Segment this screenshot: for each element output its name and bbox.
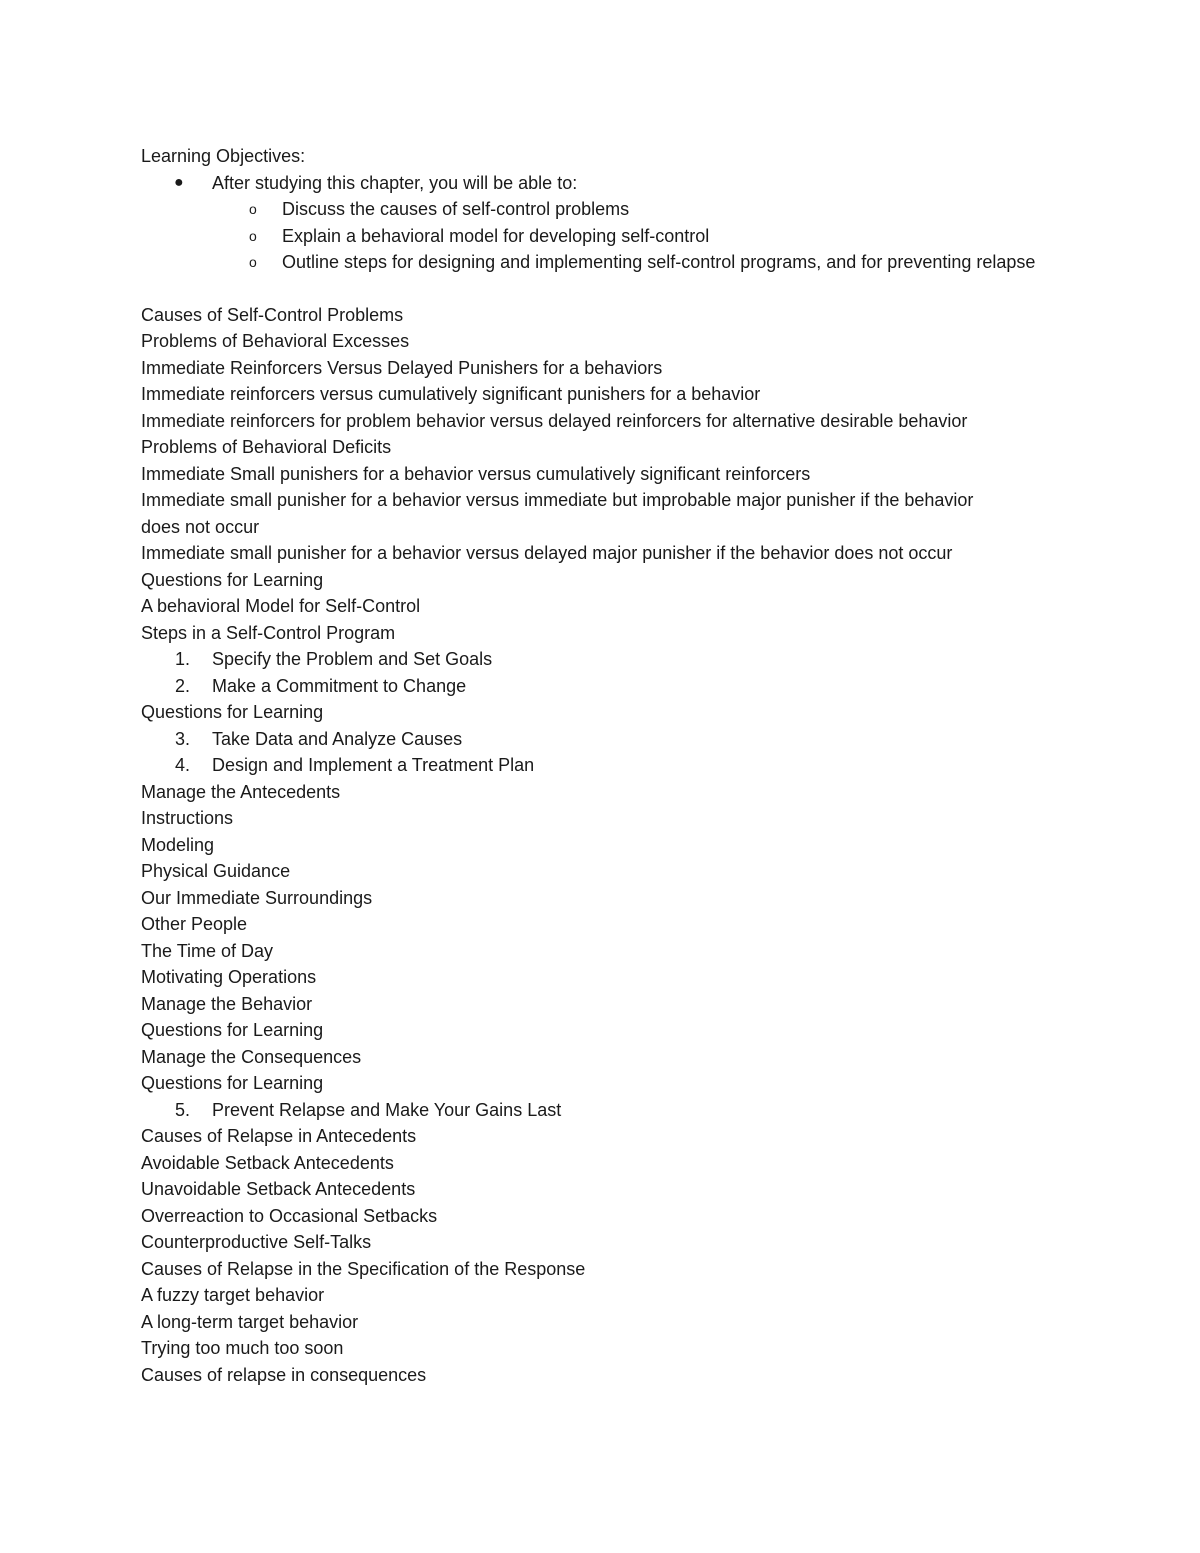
steps-list-a xyxy=(141,646,1101,699)
outline-line: Manage the Behavior xyxy=(141,993,313,1014)
outline-line: Questions for Learning xyxy=(141,1073,324,1093)
step-label: Design and Implement a Treatment Plan xyxy=(212,755,535,775)
steps-list-c xyxy=(141,1097,1101,1124)
outline-line: Questions for Learning xyxy=(141,569,324,590)
outline-line: Causes of relapse in consequences xyxy=(141,1364,427,1385)
outline-line: The Time of Day xyxy=(141,940,274,961)
outline-line: Immediate small punisher for a behavior versus immediate but improbable major punisher if the behavior does not occur xyxy=(141,490,974,537)
outline-line: Steps in a Self-Control Program xyxy=(141,622,396,643)
step-number: 5. xyxy=(175,1099,191,1120)
intro-bullet-item xyxy=(141,170,1101,197)
section-relapse xyxy=(141,1123,1101,1388)
outline-line: Causes of Self-Control Problems xyxy=(141,304,404,325)
blank-line xyxy=(141,276,1101,302)
step-label: Specify the Problem and Set Goals xyxy=(212,649,493,669)
intro-bullet-text: After studying this chapter, you will be able to: xyxy=(212,172,578,193)
document-page xyxy=(141,143,1101,1388)
outline-line: Immediate reinforcers versus cumulatively significant punishers for a behavior xyxy=(141,384,761,404)
outline-line: Immediate reinforcers for problem behavior versus delayed reinforcers for alternative desirable behavior xyxy=(141,410,968,431)
outline-line: Counterproductive Self-Talks xyxy=(141,1232,372,1252)
outline-line: Instructions xyxy=(141,808,234,828)
circle-bullet-icon: o xyxy=(249,227,257,244)
outline-line: Immediate Reinforcers Versus Delayed Punishers for a behaviors xyxy=(141,357,663,378)
objectives-list xyxy=(141,196,1101,276)
objective-item xyxy=(141,249,1062,276)
numbered-step xyxy=(141,1097,1101,1124)
outline-line: Other People xyxy=(141,914,248,934)
circle-bullet-icon: o xyxy=(249,254,257,270)
outline-line: Unavoidable Setback Antecedents xyxy=(141,1179,416,1199)
outline-line: Immediate small punisher for a behavior versus delayed major punisher if the behavior does not occur xyxy=(141,543,953,563)
step-number: 2. xyxy=(175,675,191,696)
outline-line: Modeling xyxy=(141,834,215,855)
outline-line: Causes of Relapse in the Specification of the Response xyxy=(141,1258,586,1279)
numbered-step xyxy=(141,673,1101,700)
section-causes xyxy=(141,302,1101,647)
numbered-step xyxy=(141,726,1101,753)
objective-text: Outline steps for designing and implementing self-control programs, and for preventing relapse xyxy=(282,252,1036,272)
outline-line: Physical Guidance xyxy=(141,861,291,881)
outline-line: Trying too much too soon xyxy=(141,1338,344,1358)
section-manage xyxy=(141,779,1101,1097)
outline-line: Problems of Behavioral Excesses xyxy=(141,331,410,351)
step-number: 1. xyxy=(175,649,191,669)
outline-line: A behavioral Model for Self-Control xyxy=(141,596,421,616)
step-label: Make a Commitment to Change xyxy=(212,675,467,696)
objective-text: Explain a behavioral model for developing self-control xyxy=(282,225,710,246)
numbered-step xyxy=(141,646,1101,673)
outline-line: Manage the Antecedents xyxy=(141,781,341,802)
outline-line: Causes of Relapse in Antecedents xyxy=(141,1126,417,1146)
step-number: 4. xyxy=(175,755,191,775)
outline-line: Avoidable Setback Antecedents xyxy=(141,1152,394,1173)
steps-list-b xyxy=(141,726,1101,779)
step-label: Take Data and Analyze Causes xyxy=(212,728,463,749)
outline-line: Problems of Behavioral Deficits xyxy=(141,437,392,457)
outline-line: Overreaction to Occasional Setbacks xyxy=(141,1205,438,1226)
objective-text: Discuss the causes of self-control problems xyxy=(282,199,630,219)
outline-line: A fuzzy target behavior xyxy=(141,1285,325,1305)
outline-line: Our Immediate Surroundings xyxy=(141,887,373,908)
outline-line: Immediate Small punishers for a behavior versus cumulatively significant reinforcers xyxy=(141,463,811,484)
outline-line: Questions for Learning xyxy=(141,702,324,722)
outline-line: Motivating Operations xyxy=(141,967,317,987)
numbered-step xyxy=(141,752,1101,779)
outline-line: Manage the Consequences xyxy=(141,1046,362,1067)
outline-line: A long-term target behavior xyxy=(141,1311,359,1332)
objective-item xyxy=(141,196,1101,223)
circle-bullet-icon: o xyxy=(249,201,257,217)
outline-line: Questions for Learning xyxy=(141,1020,324,1040)
learning-objectives-heading: Learning Objectives: xyxy=(141,146,306,166)
bullet-icon: ● xyxy=(174,173,184,191)
step-number: 3. xyxy=(175,728,191,749)
step-label: Prevent Relapse and Make Your Gains Last xyxy=(212,1099,562,1120)
objective-item xyxy=(141,223,1101,250)
